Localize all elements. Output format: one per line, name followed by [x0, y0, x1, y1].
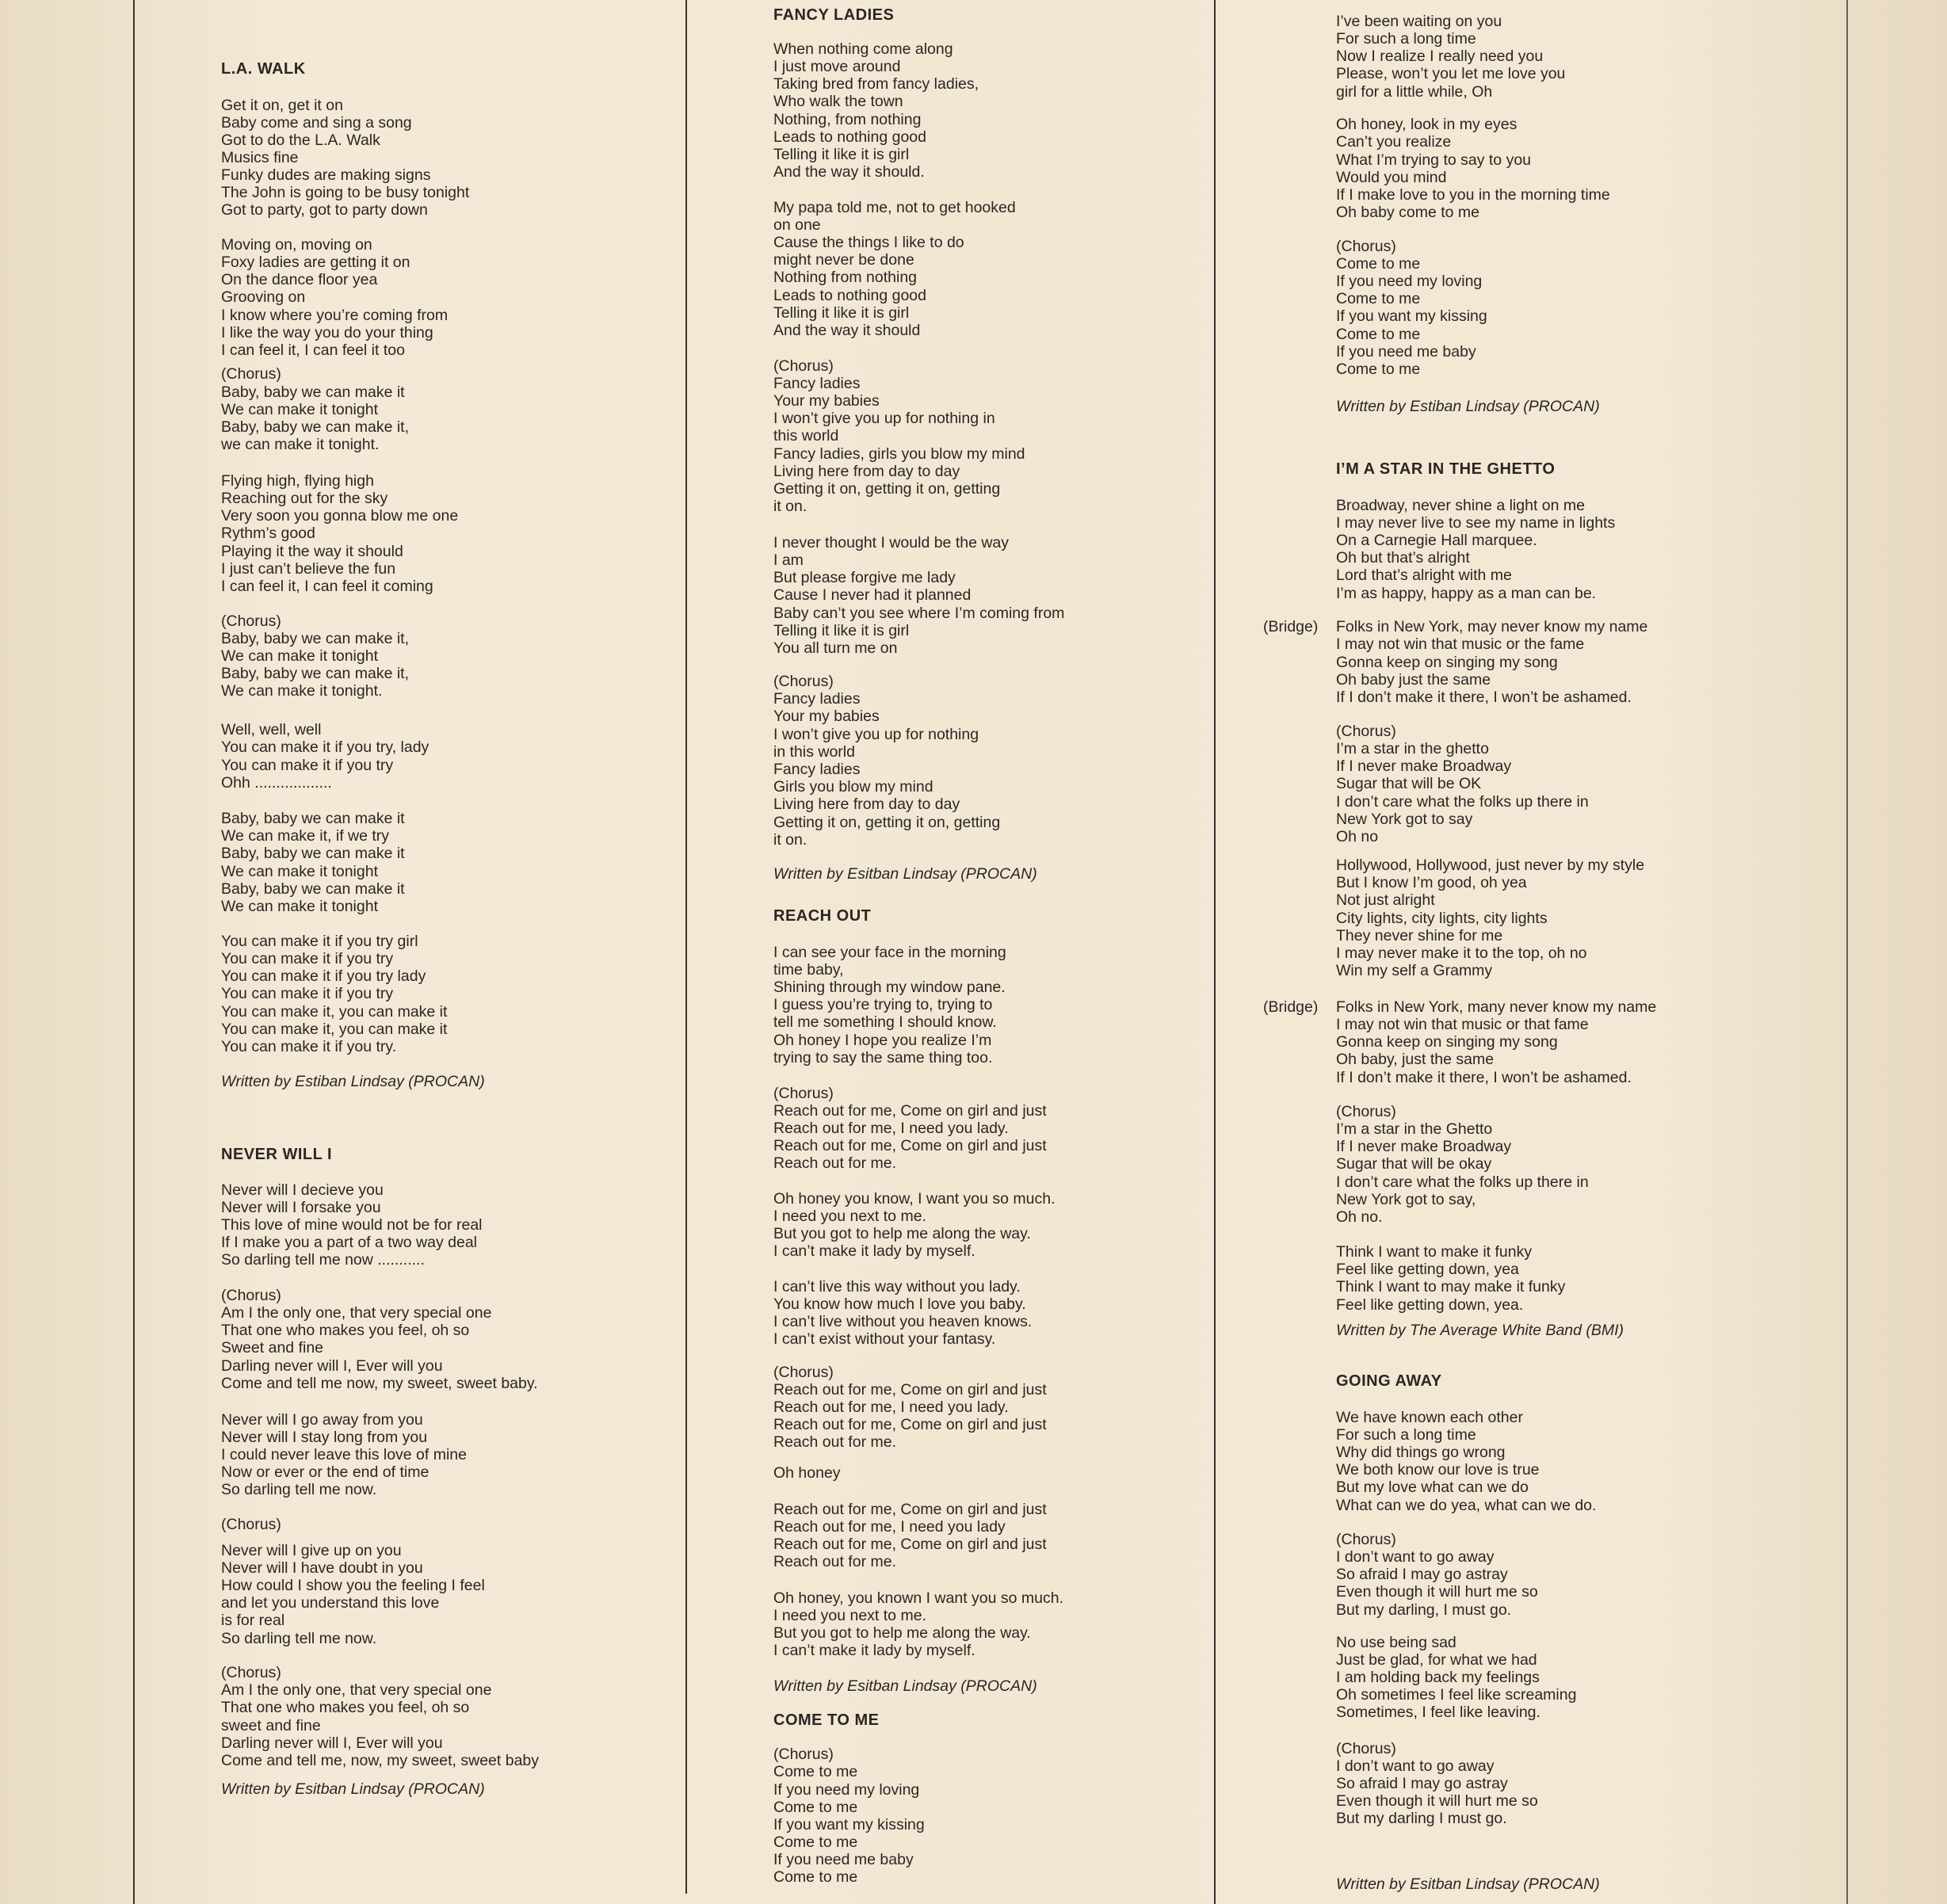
- lyric-line: If you need my loving: [773, 1781, 920, 1799]
- lyric-line: My papa told me, not to get hooked: [773, 199, 1016, 216]
- lyric-line: Moving on, moving on: [221, 236, 372, 254]
- lyric-line: Fancy ladies: [773, 375, 861, 392]
- lyric-line: Musics fine: [221, 149, 299, 166]
- songwriter-credit: Written by Esitban Lindsay (PROCAN): [773, 865, 1037, 883]
- lyric-line: tell me something I should know.: [773, 1013, 997, 1031]
- lyric-line: So afraid I may go astray: [1336, 1775, 1508, 1792]
- lyric-line: You can make it, you can make it: [221, 1003, 448, 1021]
- lyric-line: So darling tell me now ...........: [221, 1251, 425, 1269]
- lyric-line: Come to me: [773, 1868, 858, 1886]
- lyric-line: Come to me: [773, 1799, 858, 1816]
- lyric-line: You can make it if you try: [221, 950, 394, 967]
- lyric-line: I need you next to me.: [773, 1607, 926, 1624]
- lyric-line: I could never leave this love of mine: [221, 1446, 468, 1463]
- lyric-line: Baby can’t you see where I’m coming from: [773, 605, 1065, 622]
- lyric-line: So afraid I may go astray: [1336, 1566, 1508, 1583]
- lyric-line: I can’t make it lady by myself.: [773, 1642, 975, 1659]
- lyric-line: We can make it tonight: [221, 898, 378, 915]
- lyric-line: Your my babies: [773, 708, 880, 725]
- lyrics-column-right: [1336, 0, 1811, 1904]
- lyric-line: Reaching out for the sky: [221, 490, 388, 507]
- column-divider-2: [1214, 0, 1216, 1904]
- lyric-line: I can’t exist without your fantasy.: [773, 1330, 996, 1348]
- lyric-line: If you want my kissing: [773, 1816, 925, 1833]
- lyric-line: Oh sometimes I feel like screaming: [1336, 1686, 1577, 1704]
- right-border-line: [1846, 0, 1848, 1904]
- lyric-line: We can make it tonight: [221, 401, 378, 418]
- lyric-line: (Chorus): [773, 1085, 834, 1102]
- lyric-line: Come and tell me, now, my sweet, sweet baby: [221, 1752, 540, 1769]
- lyric-line: Baby, baby we can make it: [221, 845, 405, 862]
- lyric-line: I don’t care what the folks up there in: [1336, 1173, 1589, 1191]
- lyric-line: I am holding back my feelings: [1336, 1669, 1540, 1686]
- lyric-line: Would you mind: [1336, 169, 1447, 186]
- song-title: COME TO ME: [773, 1711, 880, 1729]
- lyric-line: Think I want to may make it funky: [1336, 1278, 1566, 1295]
- lyric-line: City lights, city lights, city lights: [1336, 910, 1548, 927]
- lyric-line: Come to me: [1336, 255, 1421, 273]
- lyric-line: I can’t live without you heaven knows.: [773, 1313, 1033, 1330]
- lyric-line: Baby, baby we can make it,: [221, 665, 410, 682]
- lyric-line: Never will I forsake you: [221, 1199, 381, 1216]
- lyric-line: If I don’t make it there, I won’t be ashamed.: [1336, 689, 1632, 706]
- lyric-line: it on.: [773, 831, 807, 849]
- lyric-line: I am: [773, 551, 804, 569]
- lyric-line: If you need me baby: [773, 1851, 914, 1868]
- lyric-line: What I’m trying to say to you: [1336, 151, 1532, 169]
- lyric-line: Oh baby come to me: [1336, 204, 1480, 221]
- lyric-line: Sugar that will be OK: [1336, 775, 1482, 792]
- lyric-line: I’m a star in the Ghetto: [1336, 1120, 1493, 1138]
- songwriter-credit: Written by Estiban Lindsay (PROCAN): [1336, 398, 1600, 415]
- lyric-line: You can make it if you try lady: [221, 967, 426, 985]
- lyric-line: girl for a little while, Oh: [1336, 83, 1493, 101]
- lyric-line: Living here from day to day: [773, 463, 960, 480]
- lyric-line: Oh baby, just the same: [1336, 1051, 1495, 1068]
- lyric-line: Oh honey you know, I want you so much.: [773, 1190, 1056, 1208]
- lyric-line: Reach out for me, Come on girl and just: [773, 1137, 1047, 1154]
- lyric-line: Fancy ladies: [773, 761, 861, 778]
- lyric-line: Now I realize I really need you: [1336, 48, 1544, 65]
- lyric-line: We have known each other: [1336, 1409, 1523, 1426]
- lyric-line: Very soon you gonna blow me one: [221, 507, 459, 525]
- lyric-line: Never will I have doubt in you: [221, 1559, 423, 1577]
- lyric-line: Oh no.: [1336, 1208, 1383, 1226]
- lyric-line: we can make it tonight.: [221, 436, 380, 453]
- bridge-label: (Bridge): [1263, 998, 1319, 1016]
- lyric-line: Oh honey, you known I want you so much.: [773, 1589, 1064, 1607]
- lyric-line: Come to me: [773, 1833, 858, 1851]
- lyric-line: Baby, baby we can make it: [221, 810, 405, 827]
- lyric-line: Leads to nothing good: [773, 287, 927, 304]
- lyric-line: Cause the things I like to do: [773, 234, 964, 251]
- lyric-line: But please forgive me lady: [773, 569, 956, 586]
- lyric-line: If you want my kissing: [1336, 307, 1487, 325]
- lyric-line: Cause I never had it planned: [773, 586, 972, 604]
- lyric-line: Not just alright: [1336, 891, 1435, 909]
- lyric-line: Reach out for me.: [773, 1553, 896, 1570]
- lyric-line: On the dance floor yea: [221, 271, 378, 288]
- song-title: FANCY LADIES: [773, 6, 895, 24]
- lyric-line: Reach out for me, Come on girl and just: [773, 1416, 1047, 1433]
- songwriter-credit: Written by The Average White Band (BMI): [1336, 1322, 1624, 1339]
- lyric-line: On a Carnegie Hall marquee.: [1336, 532, 1537, 549]
- lyric-line: Get it on, get it on: [221, 97, 343, 114]
- lyric-line: Oh baby just the same: [1336, 671, 1491, 689]
- lyric-line: Oh no: [1336, 828, 1379, 845]
- lyric-line: (Chorus): [221, 1516, 281, 1533]
- lyric-line: Even though it will hurt me so: [1336, 1792, 1538, 1810]
- lyric-line: Can’t you realize: [1336, 133, 1452, 151]
- lyric-line: I can’t make it lady by myself.: [773, 1242, 975, 1260]
- lyric-line: Why did things go wrong: [1336, 1444, 1506, 1461]
- lyric-line: But my darling, I must go.: [1336, 1601, 1512, 1619]
- lyric-line: That one who makes you feel, oh so: [221, 1322, 470, 1339]
- lyric-line: I’m as happy, happy as a man can be.: [1336, 585, 1597, 602]
- lyric-line: New York got to say: [1336, 811, 1473, 828]
- lyric-line: in this world: [773, 743, 855, 761]
- lyric-line: I can feel it, I can feel it coming: [221, 578, 433, 595]
- lyric-line: But you got to help me along the way.: [773, 1225, 1031, 1242]
- lyric-line: Getting it on, getting it on, getting: [773, 480, 1001, 498]
- lyric-line: Nothing, from nothing: [773, 111, 922, 128]
- lyric-line: (Chorus): [773, 1364, 834, 1381]
- lyric-line: (Chorus): [1336, 1740, 1396, 1757]
- lyric-line: Gonna keep on singing my song: [1336, 654, 1558, 671]
- lyric-line: Feel like getting down, yea.: [1336, 1296, 1524, 1314]
- lyric-line: (Chorus): [773, 673, 834, 690]
- lyric-line: Ohh ..................: [221, 774, 332, 792]
- lyric-line: I like the way you do your thing: [221, 324, 433, 341]
- lyric-line: Living here from day to day: [773, 796, 960, 813]
- lyric-line: (Chorus): [1336, 238, 1396, 255]
- lyric-line: I may never live to see my name in lights: [1336, 514, 1616, 532]
- lyric-line: I may not win that music or that fame: [1336, 1016, 1589, 1033]
- lyric-line: Win my self a Grammy: [1336, 962, 1493, 979]
- lyric-line: Baby, baby we can make it: [221, 880, 405, 898]
- lyric-line: Reach out for me, Come on girl and just: [773, 1536, 1047, 1553]
- lyric-line: (Chorus): [221, 1664, 281, 1681]
- lyric-line: I won’t give you up for nothing in: [773, 410, 995, 427]
- lyric-line: You can make it if you try: [221, 757, 394, 774]
- lyric-line: Funky dudes are making signs: [221, 166, 431, 184]
- lyric-line: If I make love to you in the morning time: [1336, 186, 1610, 204]
- lyric-line: (Chorus): [221, 1287, 281, 1304]
- lyric-line: Come to me: [773, 1763, 858, 1780]
- lyric-line: Reach out for me, I need you lady.: [773, 1398, 1009, 1416]
- lyric-line: Getting it on, getting it on, getting: [773, 814, 1001, 831]
- lyric-line: and let you understand this love: [221, 1594, 440, 1612]
- column-divider-1: [685, 0, 687, 1894]
- lyric-line: If I never make Broadway: [1336, 757, 1512, 775]
- lyric-line: Reach out for me.: [773, 1154, 896, 1172]
- lyric-line: I don’t want to go away: [1336, 1757, 1495, 1775]
- song-title: L.A. WALK: [221, 60, 306, 78]
- lyric-line: But you got to help me along the way.: [773, 1624, 1031, 1642]
- lyric-line: I need you next to me.: [773, 1208, 926, 1225]
- lyric-line: Rythm’s good: [221, 525, 315, 542]
- lyric-line: Shining through my window pane.: [773, 979, 1006, 996]
- lyric-line: Foxy ladies are getting it on: [221, 254, 410, 271]
- lyric-line: And the way it should.: [773, 163, 925, 181]
- bridge-label: (Bridge): [1263, 618, 1319, 635]
- lyric-line: Folks in New York, many never know my name: [1336, 998, 1657, 1016]
- lyric-line: I don’t want to go away: [1336, 1548, 1495, 1566]
- lyric-line: time baby,: [773, 961, 844, 979]
- lyric-line: (Chorus): [1336, 723, 1396, 740]
- lyric-line: You know how much I love you baby.: [773, 1295, 1026, 1313]
- lyric-line: If I don’t make it there, I won’t be ashamed.: [1336, 1069, 1632, 1086]
- lyric-line: Fancy ladies: [773, 690, 861, 708]
- lyric-line: Leads to nothing good: [773, 128, 927, 146]
- lyric-line: What can we do yea, what can we do.: [1336, 1497, 1597, 1514]
- lyric-line: Never will I stay long from you: [221, 1429, 428, 1446]
- lyric-line: (Chorus): [773, 1746, 834, 1763]
- lyric-line: Nothing from nothing: [773, 269, 918, 286]
- song-title: I’M A STAR IN THE GHETTO: [1336, 460, 1556, 478]
- lyric-line: it on.: [773, 498, 807, 515]
- lyric-line: Got to do the L.A. Walk: [221, 132, 380, 149]
- lyric-line: If you need me baby: [1336, 343, 1476, 361]
- lyric-line: Even though it will hurt me so: [1336, 1583, 1538, 1601]
- lyric-line: And the way it should: [773, 322, 921, 339]
- lyric-line: I just can’t believe the fun: [221, 560, 396, 578]
- lyric-line: (Chorus): [1336, 1531, 1396, 1548]
- lyric-line: Your my babies: [773, 392, 880, 410]
- song-title: REACH OUT: [773, 907, 872, 925]
- lyric-line: Well, well, well: [221, 721, 322, 738]
- lyric-line: How could I show you the feeling I feel: [221, 1577, 485, 1594]
- lyric-line: I may never make it to the top, oh no: [1336, 944, 1587, 962]
- lyric-line: I’ve been waiting on you: [1336, 13, 1502, 30]
- lyric-line: Lord that’s alright with me: [1336, 567, 1512, 584]
- lyric-line: Taking bred from fancy ladies,: [773, 75, 979, 93]
- lyric-line: Folks in New York, may never know my name: [1336, 618, 1648, 635]
- lyric-line: Feel like getting down, yea: [1336, 1261, 1519, 1278]
- lyric-line: Come and tell me now, my sweet, sweet baby.: [221, 1375, 538, 1392]
- lyric-line: For such a long time: [1336, 30, 1476, 48]
- lyric-line: Telling it like it is girl: [773, 146, 910, 163]
- lyric-line: If you need my loving: [1336, 273, 1483, 290]
- lyric-line: When nothing come along: [773, 40, 953, 58]
- lyric-line: (Chorus): [221, 612, 281, 630]
- lyric-line: sweet and fine: [221, 1717, 321, 1734]
- lyric-line: Baby, baby we can make it,: [221, 630, 410, 647]
- lyric-line: You all turn me on: [773, 639, 898, 657]
- lyric-line: I never thought I would be the way: [773, 534, 1010, 551]
- lyric-line: Please, won’t you let me love you: [1336, 65, 1566, 82]
- lyrics-column-left: [221, 0, 665, 1904]
- lyric-line: Reach out for me, I need you lady.: [773, 1120, 1009, 1137]
- lyric-line: Come to me: [1336, 361, 1421, 378]
- lyric-line: But my love what can we do: [1336, 1479, 1529, 1496]
- lyric-line: Reach out for me, Come on girl and just: [773, 1501, 1047, 1518]
- lyric-line: If I make you a part of a two way deal: [221, 1234, 477, 1251]
- songwriter-credit: Written by Esitban Lindsay (PROCAN): [773, 1677, 1037, 1695]
- lyric-line: on one: [773, 216, 821, 234]
- lyric-line: Baby, baby we can make it: [221, 383, 405, 401]
- lyric-line: Oh honey, look in my eyes: [1336, 116, 1518, 133]
- lyric-line: Sugar that will be okay: [1336, 1155, 1492, 1173]
- lyric-line: Just be glad, for what we had: [1336, 1651, 1537, 1669]
- lyric-line: Baby come and sing a song: [221, 114, 412, 132]
- lyric-line: We can make it, if we try: [221, 827, 390, 845]
- lyric-line: Darling never will I, Ever will you: [221, 1357, 443, 1375]
- lyric-line: Grooving on: [221, 288, 306, 306]
- lyric-line: I can feel it, I can feel it too: [221, 341, 405, 359]
- lyric-line: This love of mine would not be for real: [221, 1216, 483, 1234]
- lyric-line: Broadway, never shine a light on me: [1336, 497, 1585, 514]
- lyric-line: (Chorus): [773, 357, 834, 375]
- lyric-line: You can make it, you can make it: [221, 1021, 448, 1038]
- lyric-line: this world: [773, 427, 839, 445]
- lyric-line: I’m a star in the ghetto: [1336, 740, 1489, 757]
- lyric-line: You can make it if you try girl: [221, 933, 418, 950]
- lyric-line: We can make it tonight: [221, 863, 378, 880]
- lyric-line: I know where you’re coming from: [221, 307, 449, 324]
- lyric-line: I can see your face in the morning: [773, 944, 1006, 961]
- lyric-line: But my darling I must go.: [1336, 1810, 1507, 1827]
- lyric-line: I don’t care what the folks up there in: [1336, 793, 1589, 811]
- lyric-line: No use being sad: [1336, 1634, 1456, 1651]
- lyric-line: We can make it tonight: [221, 647, 378, 665]
- lyric-line: Playing it the way it should: [221, 543, 403, 560]
- lyric-line: Reach out for me, Come on girl and just: [773, 1102, 1047, 1120]
- lyric-line: Never will I decieve you: [221, 1181, 384, 1199]
- lyric-line: Baby, baby we can make it,: [221, 418, 410, 436]
- lyric-line: Reach out for me, Come on girl and just: [773, 1381, 1047, 1398]
- song-title: NEVER WILL I: [221, 1146, 333, 1163]
- lyric-line: Am I the only one, that very special one: [221, 1681, 492, 1699]
- lyric-line: Reach out for me.: [773, 1433, 896, 1451]
- songwriter-credit: Written by Esitban Lindsay (PROCAN): [221, 1780, 485, 1798]
- lyric-line: is for real: [221, 1612, 285, 1629]
- lyric-line: might never be done: [773, 251, 914, 269]
- lyric-line: Oh honey I hope you realize I’m: [773, 1032, 992, 1049]
- lyric-line: (Chorus): [1336, 1103, 1396, 1120]
- lyric-line: Never will I give up on you: [221, 1542, 402, 1559]
- lyric-line: For such a long time: [1336, 1426, 1476, 1444]
- lyric-line: Girls you blow my mind: [773, 778, 933, 796]
- lyric-line: Reach out for me, I need you lady: [773, 1518, 1006, 1536]
- lyric-line: trying to say the same thing too.: [773, 1049, 993, 1066]
- lyric-line: Fancy ladies, girls you blow my mind: [773, 445, 1025, 463]
- lyric-line: New York got to say,: [1336, 1191, 1476, 1208]
- lyric-line: So darling tell me now.: [221, 1630, 377, 1647]
- lyric-line: Flying high, flying high: [221, 472, 374, 490]
- lyric-line: Telling it like it is girl: [773, 304, 910, 322]
- lyric-line: We both know our love is true: [1336, 1461, 1540, 1479]
- lyric-line: Come to me: [1336, 290, 1421, 307]
- lyric-line: You can make it if you try: [221, 985, 394, 1002]
- lyric-line: (Chorus): [221, 365, 281, 383]
- lyric-line: Sometimes, I feel like leaving.: [1336, 1704, 1540, 1721]
- lyric-line: Now or ever or the end of time: [221, 1463, 429, 1481]
- lyric-line: I guess you’re trying to, trying to: [773, 996, 993, 1013]
- song-title: GOING AWAY: [1336, 1372, 1442, 1390]
- lyric-line: I may not win that music or the fame: [1336, 635, 1585, 653]
- left-border-line: [133, 0, 135, 1904]
- lyric-line: I just move around: [773, 58, 901, 75]
- lyric-line: I can’t live this way without you lady.: [773, 1278, 1021, 1295]
- lyric-line: You can make it if you try, lady: [221, 738, 429, 756]
- songwriter-credit: Written by Esitban Lindsay (PROCAN): [1336, 1875, 1600, 1893]
- lyric-line: Am I the only one, that very special one: [221, 1304, 492, 1322]
- lyric-line: Hollywood, Hollywood, just never by my style: [1336, 857, 1645, 874]
- lyric-line: The John is going to be busy tonight: [221, 184, 470, 201]
- songwriter-credit: Written by Estiban Lindsay (PROCAN): [221, 1073, 485, 1090]
- lyric-line: Gonna keep on singing my song: [1336, 1033, 1558, 1051]
- lyric-line: They never shine for me: [1336, 927, 1503, 944]
- lyric-line: That one who makes you feel, oh so: [221, 1699, 470, 1716]
- lyric-line: We can make it tonight.: [221, 682, 383, 700]
- lyric-line: Oh but that’s alright: [1336, 549, 1470, 567]
- lyric-line: Telling it like it is girl: [773, 622, 910, 639]
- lyric-line: Darling never will I, Ever will you: [221, 1734, 443, 1752]
- lyric-line: I won’t give you up for nothing: [773, 726, 979, 743]
- lyric-line: Who walk the town: [773, 93, 903, 110]
- lyric-line: Never will I go away from you: [221, 1411, 423, 1429]
- lyric-line: Got to party, got to party down: [221, 201, 428, 219]
- lyric-line: Think I want to make it funky: [1336, 1243, 1533, 1261]
- lyric-line: If I never make Broadway: [1336, 1138, 1512, 1155]
- lyric-line: Come to me: [1336, 326, 1421, 343]
- lyric-line: You can make it if you try.: [221, 1038, 397, 1055]
- lyric-line: But I know I’m good, oh yea: [1336, 874, 1527, 891]
- lyric-line: So darling tell me now.: [221, 1481, 377, 1498]
- lyric-line: Sweet and fine: [221, 1339, 324, 1356]
- lyric-line: Oh honey: [773, 1464, 841, 1482]
- lyrics-column-middle: [773, 0, 1201, 1904]
